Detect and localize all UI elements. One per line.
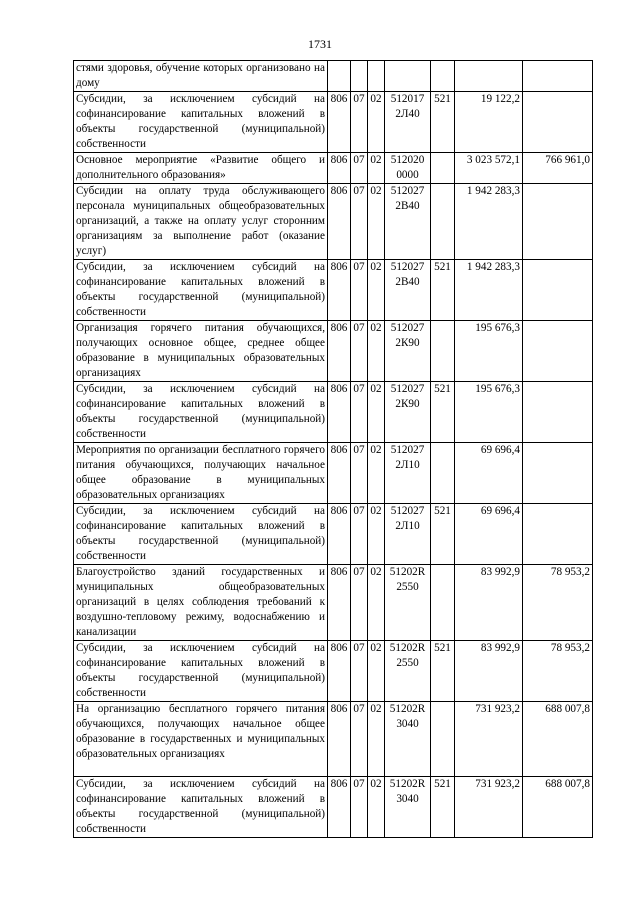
expense-type-code: 521: [431, 504, 455, 565]
subsection-code: 02: [368, 443, 385, 504]
amount-1: 731 923,2: [455, 702, 523, 777]
row-name: Субсидии на оплату труда обслуживающего персонала муниципальных общеобразовательных организаций, а также на оплату услуг сторонним организациям за выполнение работ (оказание услуг): [74, 184, 328, 260]
row-name: Субсидии, за исключением субсидий на софинансирование капитальных вложений в объекты государственной (муниципальной) собственности: [74, 260, 328, 321]
amount-1: [455, 61, 523, 92]
subsection-code: 02: [368, 153, 385, 184]
target-code: 512027 2К90: [385, 382, 431, 443]
target-code: 51202R 2550: [385, 565, 431, 641]
table-row: [74, 321, 593, 382]
table-row: [74, 702, 593, 777]
subsection-code: 02: [368, 321, 385, 382]
row-name: Субсидии, за исключением субсидий на софинансирование капитальных вложений в объекты государственной (муниципальной) собственности: [74, 92, 328, 153]
amount-1: 3 023 572,1: [455, 153, 523, 184]
admin-code: 806: [328, 153, 351, 184]
table-row: [74, 504, 593, 565]
amount-1: 195 676,3: [455, 382, 523, 443]
admin-code: 806: [328, 92, 351, 153]
section-code: 07: [351, 777, 368, 838]
table-row: [74, 92, 593, 153]
subsection-code: 02: [368, 260, 385, 321]
amount-2: [523, 321, 593, 382]
amount-2: [523, 184, 593, 260]
section-code: 07: [351, 184, 368, 260]
subsection-code: 02: [368, 382, 385, 443]
row-name: Мероприятия по организации бесплатного горячего питания обучающихся, получающих начальное общее образование в муниципальных образовательных организациях: [74, 443, 328, 504]
target-code: 51202R 3040: [385, 702, 431, 777]
target-code: 512027 2Л10: [385, 443, 431, 504]
admin-code: 806: [328, 184, 351, 260]
expense-type-code: 521: [431, 92, 455, 153]
amount-1: 731 923,2: [455, 777, 523, 838]
expense-type-code: 521: [431, 260, 455, 321]
admin-code: 806: [328, 443, 351, 504]
section-code: 07: [351, 641, 368, 702]
admin-code: 806: [328, 565, 351, 641]
amount-2: 78 953,2: [523, 641, 593, 702]
amount-2: 766 961,0: [523, 153, 593, 184]
expense-type-code: [431, 565, 455, 641]
table-row: [74, 382, 593, 443]
row-name: Организация горячего питания обучающихся, получающих основное общее, среднее общее образование в муниципальных образовательных организациях: [74, 321, 328, 382]
expense-type-code: 521: [431, 777, 455, 838]
section-code: [351, 61, 368, 92]
admin-code: 806: [328, 504, 351, 565]
subsection-code: 02: [368, 777, 385, 838]
subsection-code: [368, 61, 385, 92]
expense-type-code: 521: [431, 382, 455, 443]
expense-type-code: [431, 702, 455, 777]
admin-code: 806: [328, 382, 351, 443]
section-code: 07: [351, 702, 368, 777]
expense-type-code: 521: [431, 641, 455, 702]
row-name: Субсидии, за исключением субсидий на софинансирование капитальных вложений в объекты государственной (муниципальной) собственности: [74, 504, 328, 565]
target-code: 512027 2В40: [385, 184, 431, 260]
amount-2: [523, 260, 593, 321]
amount-1: 1 942 283,3: [455, 184, 523, 260]
amount-1: 69 696,4: [455, 504, 523, 565]
target-code: 512027 2Л10: [385, 504, 431, 565]
section-code: 07: [351, 443, 368, 504]
section-code: 07: [351, 382, 368, 443]
row-name: Основное мероприятие «Развитие общего и дополнительного образования»: [74, 153, 328, 184]
subsection-code: 02: [368, 504, 385, 565]
amount-2: [523, 443, 593, 504]
amount-2: 688 007,8: [523, 777, 593, 838]
table-row: [74, 641, 593, 702]
table-row: [74, 61, 593, 92]
admin-code: 806: [328, 641, 351, 702]
table-row: [74, 777, 593, 838]
amount-1: 1 942 283,3: [455, 260, 523, 321]
section-code: 07: [351, 565, 368, 641]
amount-2: [523, 504, 593, 565]
target-code: 51202R 2550: [385, 641, 431, 702]
amount-2: 688 007,8: [523, 702, 593, 777]
amount-1: 83 992,9: [455, 641, 523, 702]
expense-type-code: [431, 61, 455, 92]
admin-code: 806: [328, 777, 351, 838]
row-name: На организацию бесплатного горячего питания обучающихся, получающих начальное общее образование в государственных и муниципальных образовательных организациях: [74, 702, 328, 777]
target-code: 512027 2К90: [385, 321, 431, 382]
section-code: 07: [351, 504, 368, 565]
section-code: 07: [351, 92, 368, 153]
amount-1: 195 676,3: [455, 321, 523, 382]
amount-1: 69 696,4: [455, 443, 523, 504]
admin-code: 806: [328, 260, 351, 321]
row-name: стями здоровья, обучение которых организовано на дому: [74, 61, 328, 92]
amount-2: 78 953,2: [523, 565, 593, 641]
amount-2: [523, 382, 593, 443]
table-row: [74, 153, 593, 184]
amount-1: 19 122,2: [455, 92, 523, 153]
subsection-code: 02: [368, 565, 385, 641]
admin-code: 806: [328, 702, 351, 777]
table-row: [74, 565, 593, 641]
target-code: 512027 2В40: [385, 260, 431, 321]
section-code: 07: [351, 321, 368, 382]
target-code: 512020 0000: [385, 153, 431, 184]
page-number: 1731: [308, 37, 332, 51]
expense-type-code: [431, 184, 455, 260]
subsection-code: 02: [368, 184, 385, 260]
admin-code: [328, 61, 351, 92]
row-name: Субсидии, за исключением субсидий на софинансирование капитальных вложений в объекты государственной (муниципальной) собственности: [74, 641, 328, 702]
section-code: 07: [351, 153, 368, 184]
subsection-code: 02: [368, 92, 385, 153]
row-name: Субсидии, за исключением субсидий на софинансирование капитальных вложений в объекты государственной (муниципальной) собственности: [74, 382, 328, 443]
amount-2: [523, 61, 593, 92]
target-code: 51202R 3040: [385, 777, 431, 838]
subsection-code: 02: [368, 702, 385, 777]
expense-type-code: [431, 443, 455, 504]
expense-type-code: [431, 153, 455, 184]
table-row: [74, 443, 593, 504]
table-row: [74, 184, 593, 260]
target-code: [385, 61, 431, 92]
row-name: Благоустройство зданий государственных и муниципальных общеобразовательных организаций в целях соблюдения требований к воздушно-тепловому режиму, водоснабжению и канализации: [74, 565, 328, 641]
table-row: [74, 260, 593, 321]
section-code: 07: [351, 260, 368, 321]
admin-code: 806: [328, 321, 351, 382]
amount-1: 83 992,9: [455, 565, 523, 641]
subsection-code: 02: [368, 641, 385, 702]
expense-type-code: [431, 321, 455, 382]
row-name: Субсидии, за исключением субсидий на софинансирование капитальных вложений в объекты государственной (муниципальной) собственности: [74, 777, 328, 838]
amount-2: [523, 92, 593, 153]
budget-table: [73, 60, 593, 838]
target-code: 512017 2Л40: [385, 92, 431, 153]
